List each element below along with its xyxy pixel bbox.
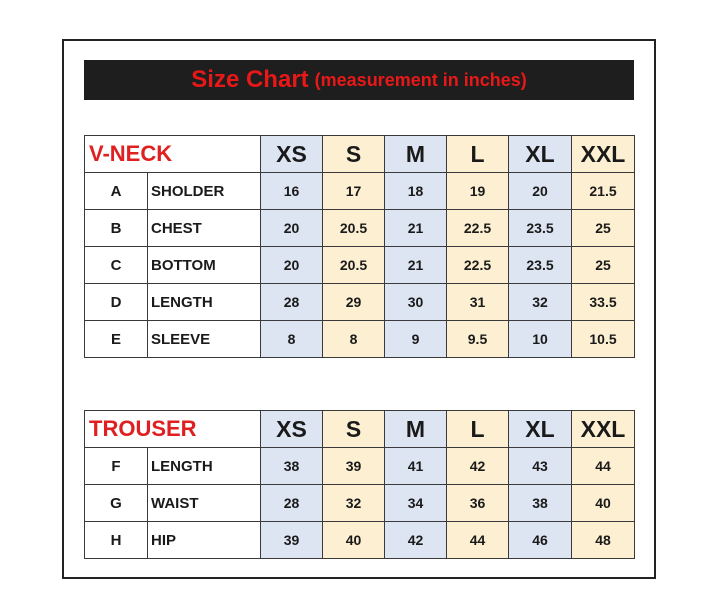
measurement-name: HIP	[148, 522, 261, 559]
measurement-value: 28	[261, 485, 323, 522]
row-code: D	[85, 284, 148, 321]
measurement-value: 44	[447, 522, 509, 559]
measurement-value: 25	[572, 210, 635, 247]
trouser-size-table	[84, 410, 635, 559]
size-header: XS	[261, 411, 323, 448]
measurement-value: 42	[447, 448, 509, 485]
table-row	[85, 321, 635, 358]
table-row	[85, 485, 635, 522]
table-header-row	[85, 411, 635, 448]
measurement-value: 21.5	[572, 173, 635, 210]
measurement-value: 39	[261, 522, 323, 559]
table-row	[85, 448, 635, 485]
size-header: M	[385, 136, 447, 173]
size-header: XS	[261, 136, 323, 173]
size-header: XXL	[572, 136, 635, 173]
measurement-name: LENGTH	[148, 284, 261, 321]
measurement-value: 10.5	[572, 321, 635, 358]
measurement-value: 22.5	[447, 210, 509, 247]
measurement-value: 9.5	[447, 321, 509, 358]
row-code: H	[85, 522, 148, 559]
measurement-value: 20.5	[323, 210, 385, 247]
measurement-name: SLEEVE	[148, 321, 261, 358]
measurement-value: 23.5	[509, 210, 572, 247]
measurement-name: WAIST	[148, 485, 261, 522]
size-header: XL	[509, 136, 572, 173]
measurement-value: 48	[572, 522, 635, 559]
measurement-value: 39	[323, 448, 385, 485]
measurement-value: 21	[385, 247, 447, 284]
measurement-value: 28	[261, 284, 323, 321]
row-code: A	[85, 173, 148, 210]
measurement-name: LENGTH	[148, 448, 261, 485]
table-row	[85, 210, 635, 247]
measurement-value: 21	[385, 210, 447, 247]
measurement-value: 25	[572, 247, 635, 284]
row-code: E	[85, 321, 148, 358]
measurement-value: 20	[261, 247, 323, 284]
measurement-name: CHEST	[148, 210, 261, 247]
measurement-value: 10	[509, 321, 572, 358]
size-header: XXL	[572, 411, 635, 448]
table-row	[85, 173, 635, 210]
measurement-value: 17	[323, 173, 385, 210]
row-code: B	[85, 210, 148, 247]
row-code: F	[85, 448, 148, 485]
measurement-value: 20	[509, 173, 572, 210]
measurement-value: 29	[323, 284, 385, 321]
size-header: M	[385, 411, 447, 448]
table-row	[85, 284, 635, 321]
measurement-name: SHOLDER	[148, 173, 261, 210]
measurement-value: 19	[447, 173, 509, 210]
row-code: G	[85, 485, 148, 522]
measurement-value: 20	[261, 210, 323, 247]
size-header: L	[447, 136, 509, 173]
size-header: S	[323, 411, 385, 448]
vneck-size-table	[84, 135, 635, 358]
size-header: S	[323, 136, 385, 173]
measurement-value: 8	[261, 321, 323, 358]
measurement-value: 33.5	[572, 284, 635, 321]
table-row	[85, 247, 635, 284]
measurement-value: 31	[447, 284, 509, 321]
measurement-value: 42	[385, 522, 447, 559]
table-header-row	[85, 136, 635, 173]
measurement-value: 8	[323, 321, 385, 358]
measurement-value: 34	[385, 485, 447, 522]
title-bar	[84, 60, 634, 100]
measurement-name: BOTTOM	[148, 247, 261, 284]
measurement-value: 32	[323, 485, 385, 522]
measurement-value: 18	[385, 173, 447, 210]
size-header: L	[447, 411, 509, 448]
measurement-value: 38	[261, 448, 323, 485]
measurement-value: 9	[385, 321, 447, 358]
measurement-value: 43	[509, 448, 572, 485]
size-header: XL	[509, 411, 572, 448]
measurement-value: 30	[385, 284, 447, 321]
measurement-value: 22.5	[447, 247, 509, 284]
row-code: C	[85, 247, 148, 284]
measurement-value: 20.5	[323, 247, 385, 284]
measurement-value: 32	[509, 284, 572, 321]
measurement-value: 38	[509, 485, 572, 522]
measurement-value: 40	[572, 485, 635, 522]
table-row	[85, 522, 635, 559]
measurement-value: 16	[261, 173, 323, 210]
measurement-value: 41	[385, 448, 447, 485]
measurement-value: 23.5	[509, 247, 572, 284]
measurement-value: 40	[323, 522, 385, 559]
section-label: TROUSER	[85, 411, 261, 448]
page-subtitle: (measurement in inches)	[314, 69, 527, 90]
page-title: Size Chart	[191, 66, 309, 93]
measurement-value: 44	[572, 448, 635, 485]
measurement-value: 36	[447, 485, 509, 522]
section-label: V-NECK	[85, 136, 261, 173]
measurement-value: 46	[509, 522, 572, 559]
